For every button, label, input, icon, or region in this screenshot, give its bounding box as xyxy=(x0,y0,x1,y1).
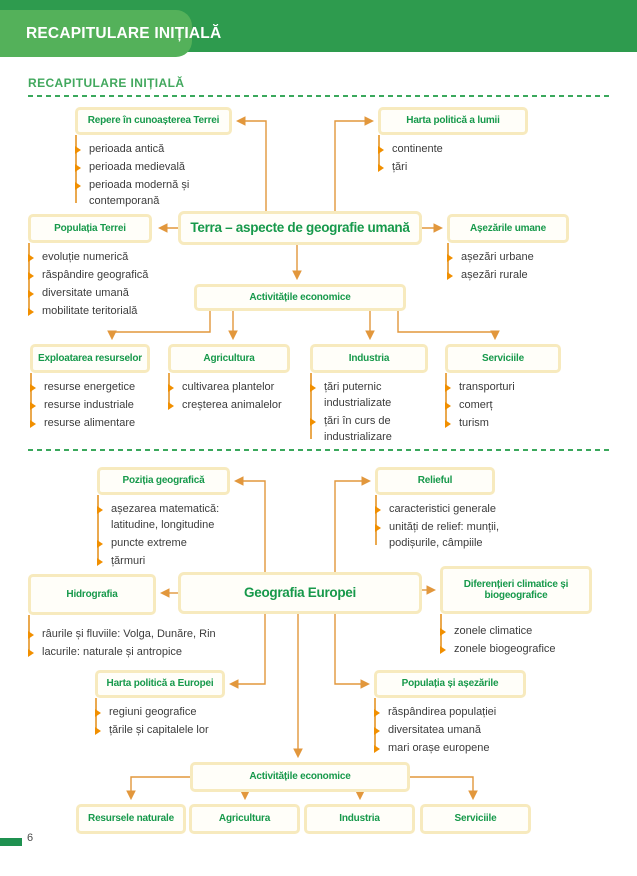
node-terra-central xyxy=(178,211,422,245)
node-resursele-naturale xyxy=(76,804,186,834)
dashed-divider-top xyxy=(28,95,612,97)
node-serviciile-2 xyxy=(420,804,531,834)
node-title: Activitățile economice xyxy=(249,771,351,783)
list-relieful xyxy=(375,495,530,553)
list-repere-cunoastere xyxy=(75,135,193,211)
node-asezarile-umane xyxy=(447,214,569,243)
node-geografia-europei-central xyxy=(178,572,422,614)
node-title: Agricultura xyxy=(203,352,255,364)
section-heading: RECAPITULARE INIȚIALĂ xyxy=(28,76,185,90)
list-harta-europei xyxy=(95,698,255,740)
node-hidrografia xyxy=(28,574,156,615)
node-harta-lumii xyxy=(378,107,528,135)
list-item: mobilitate teritorială xyxy=(28,303,168,321)
node-title: Serviciile xyxy=(454,813,497,825)
list-item: zonele climatice xyxy=(440,623,590,641)
list-item: diversitate umană xyxy=(28,285,168,303)
list-pozitia-geografica xyxy=(97,495,237,571)
node-title: Diferențieri climatice și biogeografice xyxy=(463,578,569,601)
list-item: turism xyxy=(445,415,555,433)
list-serviciile-1 xyxy=(445,373,555,433)
list-item: creșterea animalelor xyxy=(168,397,298,415)
node-title: Terra – aspecte de geografie umană xyxy=(190,220,410,236)
list-item: resurse energetice xyxy=(30,379,160,397)
list-item: cultivarea plantelor xyxy=(168,379,298,397)
node-populatia-asezarile xyxy=(374,670,526,698)
list-item: mari orașe europene xyxy=(374,740,534,758)
node-title: Industria xyxy=(348,352,390,364)
list-item: țărmuri xyxy=(97,553,237,571)
node-pozitia-geografica xyxy=(97,467,230,495)
header-tab xyxy=(0,10,222,57)
list-item: continente xyxy=(378,141,498,159)
list-item: țări puternic industrializate xyxy=(310,379,410,413)
node-activitati-economice-2 xyxy=(190,762,410,792)
list-exploatarea-resurselor xyxy=(30,373,160,433)
node-title: Repere în cunoașterea Terrei xyxy=(87,115,220,127)
list-item: răspândire geografică xyxy=(28,267,168,285)
list-item: țările și capitalele lor xyxy=(95,722,255,740)
list-item: regiuni geografice xyxy=(95,704,255,722)
banner-title: RECAPITULARE INIȚIALĂ xyxy=(26,24,222,42)
list-item: resurse alimentare xyxy=(30,415,160,433)
list-item: transporturi xyxy=(445,379,555,397)
node-title: Harta politică a Europei xyxy=(106,678,214,690)
list-item: țări xyxy=(378,159,498,177)
node-title: Relieful xyxy=(417,475,453,487)
node-relieful xyxy=(375,467,495,495)
page-number: 6 xyxy=(27,832,34,844)
list-item: zonele biogeografice xyxy=(440,641,590,659)
list-hidrografia xyxy=(28,615,318,662)
list-item: puncte extreme xyxy=(97,535,237,553)
list-item: așezări rurale xyxy=(447,267,569,285)
node-diferentieri-climatice xyxy=(440,566,592,614)
list-item: răspândirea populației xyxy=(374,704,534,722)
list-item: caracteristici generale xyxy=(375,501,530,519)
list-item: comerț xyxy=(445,397,555,415)
list-item: așezarea matematică: latitudine, longitudine xyxy=(97,501,237,535)
node-title: Așezările umane xyxy=(470,222,546,234)
node-title: Poziția geografică xyxy=(122,475,205,487)
node-title: Exploatarea resurselor xyxy=(38,352,142,364)
node-title: Populația Terrei xyxy=(54,222,126,234)
node-title: Agricultura xyxy=(218,813,271,825)
node-populatia-terrei xyxy=(28,214,152,243)
list-populatia-asezarile xyxy=(374,698,534,758)
node-title: Hidrografia xyxy=(66,588,118,600)
dashed-divider-middle xyxy=(28,449,612,451)
node-title: Industria xyxy=(339,813,380,825)
list-agricultura-1 xyxy=(168,373,298,415)
list-item: resurse industriale xyxy=(30,397,160,415)
node-repere-cunoastere xyxy=(75,107,232,135)
node-agricultura-2 xyxy=(189,804,300,834)
node-title: Activitățile economice xyxy=(249,291,351,303)
list-item: unități de relief: munții, podișurile, câmpiile xyxy=(375,519,530,553)
node-industria-2 xyxy=(304,804,415,834)
list-item: lacurile: naturale și antropice xyxy=(28,644,318,662)
list-asezarile-umane xyxy=(447,243,569,285)
node-agricultura-1 xyxy=(168,344,290,373)
list-item: așezări urbane xyxy=(447,249,569,267)
node-industria-1 xyxy=(310,344,428,373)
list-diferentieri-climatice xyxy=(440,614,590,659)
list-item: râurile și fluviile: Volga, Dunăre, Rin xyxy=(28,626,318,644)
list-populatia-terrei xyxy=(28,243,168,321)
list-item: diversitatea umană xyxy=(374,722,534,740)
node-exploatarea-resurselor xyxy=(30,344,150,373)
list-item: perioada antică xyxy=(75,141,193,159)
list-harta-lumii xyxy=(378,135,498,177)
node-title: Serviciile xyxy=(482,352,524,364)
footer-bar xyxy=(0,838,22,846)
node-title: Resursele naturale xyxy=(88,813,174,825)
list-item: perioada modernă și contemporană xyxy=(75,177,193,211)
node-harta-europei xyxy=(95,670,225,698)
node-title: Populația și așezările xyxy=(401,678,499,690)
list-item: țări în curs de industrializare xyxy=(310,413,410,447)
node-title: Geografia Europei xyxy=(244,585,356,601)
list-item: evoluție numerică xyxy=(28,249,168,267)
node-activitati-economice-1 xyxy=(194,284,406,311)
list-item: perioada medievală xyxy=(75,159,193,177)
list-industria-1 xyxy=(310,373,410,447)
node-title: Harta politică a lumii xyxy=(406,115,500,127)
node-serviciile-1 xyxy=(445,344,561,373)
